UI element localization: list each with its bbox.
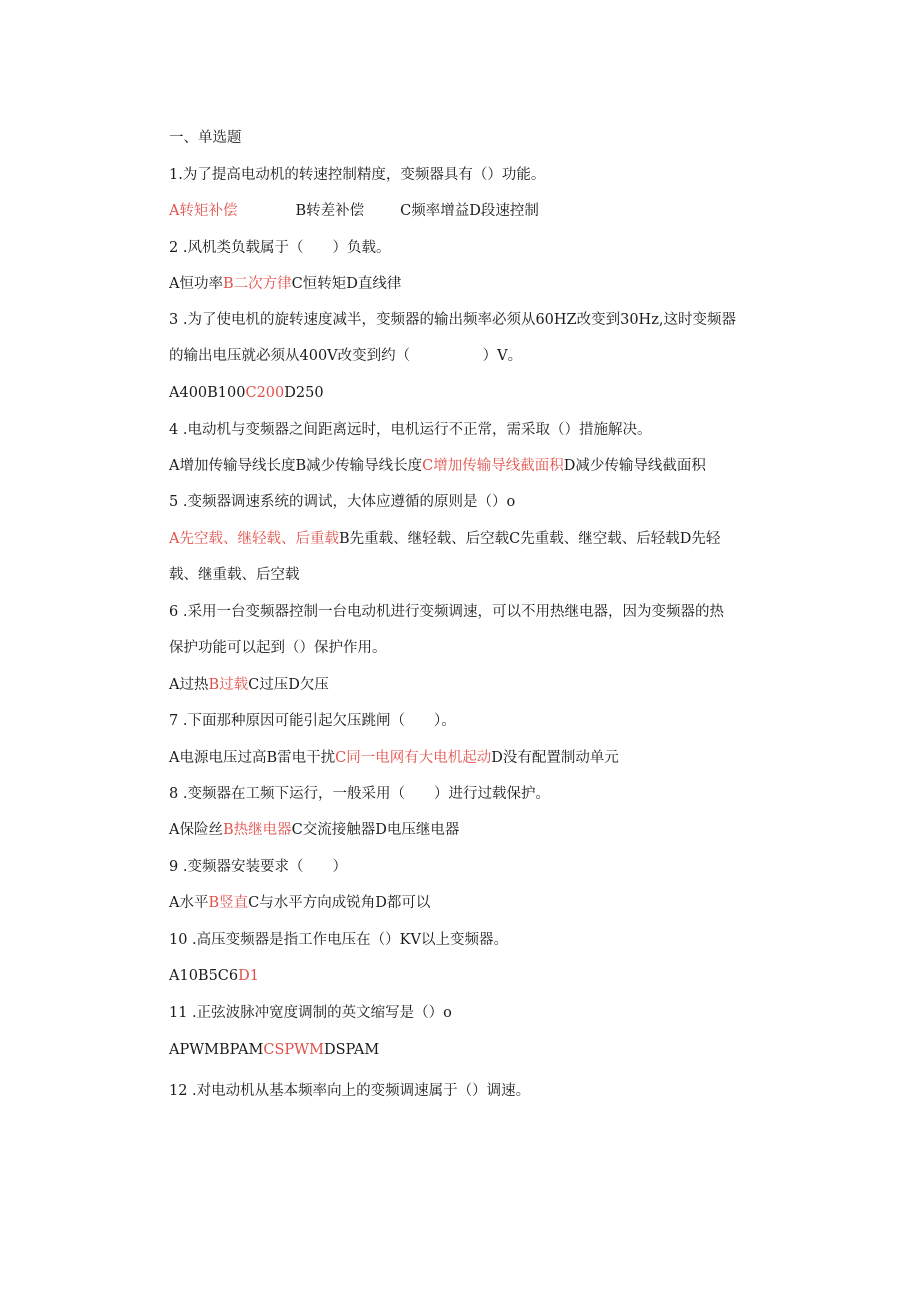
answer-11-post: DSPAM [323,1042,380,1058]
section-title: 一、单选题 [169,130,242,146]
answer-9-correct: B竖直 [208,895,249,911]
answer-10 [169,966,809,986]
answer-7-correct: C同一电网有大电机起动 [335,750,492,766]
answer-7-pre: A电源电压过高B雷电干扰 [169,750,336,766]
answer-2 [169,274,809,294]
question-6-line-1: 6 .采用一台变频器控制一台电动机进行变频调速，可以不用热继电器，因为变频器的热 [169,604,724,620]
answer-9-pre: A水平 [169,895,209,911]
answer-6-post: C过压D欠压 [248,677,329,693]
question-12: 12 .对电动机从基本频率向上的变频调速属于（）调速。 [169,1083,531,1099]
question-4: 4 .电动机与变频器之间距离远时，电机运行不正常，需采取（）措施解决。 [169,422,652,438]
answer-6 [169,675,809,695]
answer-1-correct: A转矩补偿 [169,203,238,219]
question-8: 8 .变频器在工频下运行，一般采用（ ）进行过载保护。 [169,786,550,802]
answer-4 [169,456,809,476]
answer-10-correct: D1 [238,968,259,984]
answer-11 [169,1040,809,1060]
answer-2-post: C恒转矩D直线律 [291,276,402,292]
question-6-line-2: 保护功能可以起到（）保护作用。 [169,640,387,656]
answer-5-correct: A先空载、继轻载、后重载 [169,531,339,547]
answer-5-line-2: 载、继重载、后空载 [169,567,300,583]
question-2: 2 .风机类负载属于（ ）负载。 [169,240,391,256]
answer-2-correct: B二次方律 [222,276,292,292]
answer-8 [169,820,809,840]
answer-5-post: B先重载、继轻载、后空载C先重载、继空载、后轻载D先轻 [338,531,721,547]
answer-9-post: C与水平方向成锐角D都可以 [248,895,431,911]
answer-5 [169,529,809,549]
answer-7 [169,748,809,768]
answer-1-option-b: B转差补偿 [295,203,365,219]
question-10: 10 .高压变频器是指工作电压在（）KV以上变频器。 [169,932,508,948]
answer-3 [169,383,809,403]
answer-11-correct: CSPWM [263,1042,324,1058]
answer-1-options-cd: C频率增益D段速控制 [400,203,539,219]
answer-1 [169,201,809,221]
question-3-line-1: 3 .为了使电机的旋转速度减半，变频器的输出频率必须从60HZ改变到30Hz,这时变频器 [169,312,736,328]
question-1: 1.为了提高电动机的转速控制精度，变频器具有（）功能。 [169,167,546,183]
answer-9 [169,893,809,913]
answer-4-post: D减少传输导线截面积 [563,458,706,474]
answer-6-pre: A过热 [169,677,209,693]
question-11: 11 .正弦波脉冲宽度调制的英文缩写是（）o [169,1005,452,1021]
answer-3-correct: C200 [245,385,285,401]
answer-4-correct: C增加传输导线截面积 [422,458,564,474]
answer-3-post: D250 [284,385,324,401]
answer-8-pre: A保险丝 [169,822,223,838]
answer-8-correct: B热继电器 [222,822,292,838]
question-9: 9 .变频器安装要求（ ） [169,859,347,875]
answer-10-pre: A10B5C6 [169,968,239,984]
answer-4-pre: A增加传输导线长度B减少传输导线长度 [169,458,423,474]
answer-11-pre: APWMBPAM [169,1042,264,1058]
answer-6-correct: B过载 [208,677,249,693]
answer-7-post: D没有配置制动单元 [491,750,619,766]
question-3-line-2: 的输出电压就必须从400V改变到约（ ）V。 [169,348,523,364]
answer-2-pre: A恒功率 [169,276,223,292]
answer-8-post: C交流接触器D电压继电器 [291,822,460,838]
question-5: 5 .变频器调速系统的调试，大体应遵循的原则是（）o [169,494,516,510]
question-7: 7 .下面那种原因可能引起欠压跳闸（ ）。 [169,713,456,729]
answer-3-pre: A400B100 [169,385,246,401]
